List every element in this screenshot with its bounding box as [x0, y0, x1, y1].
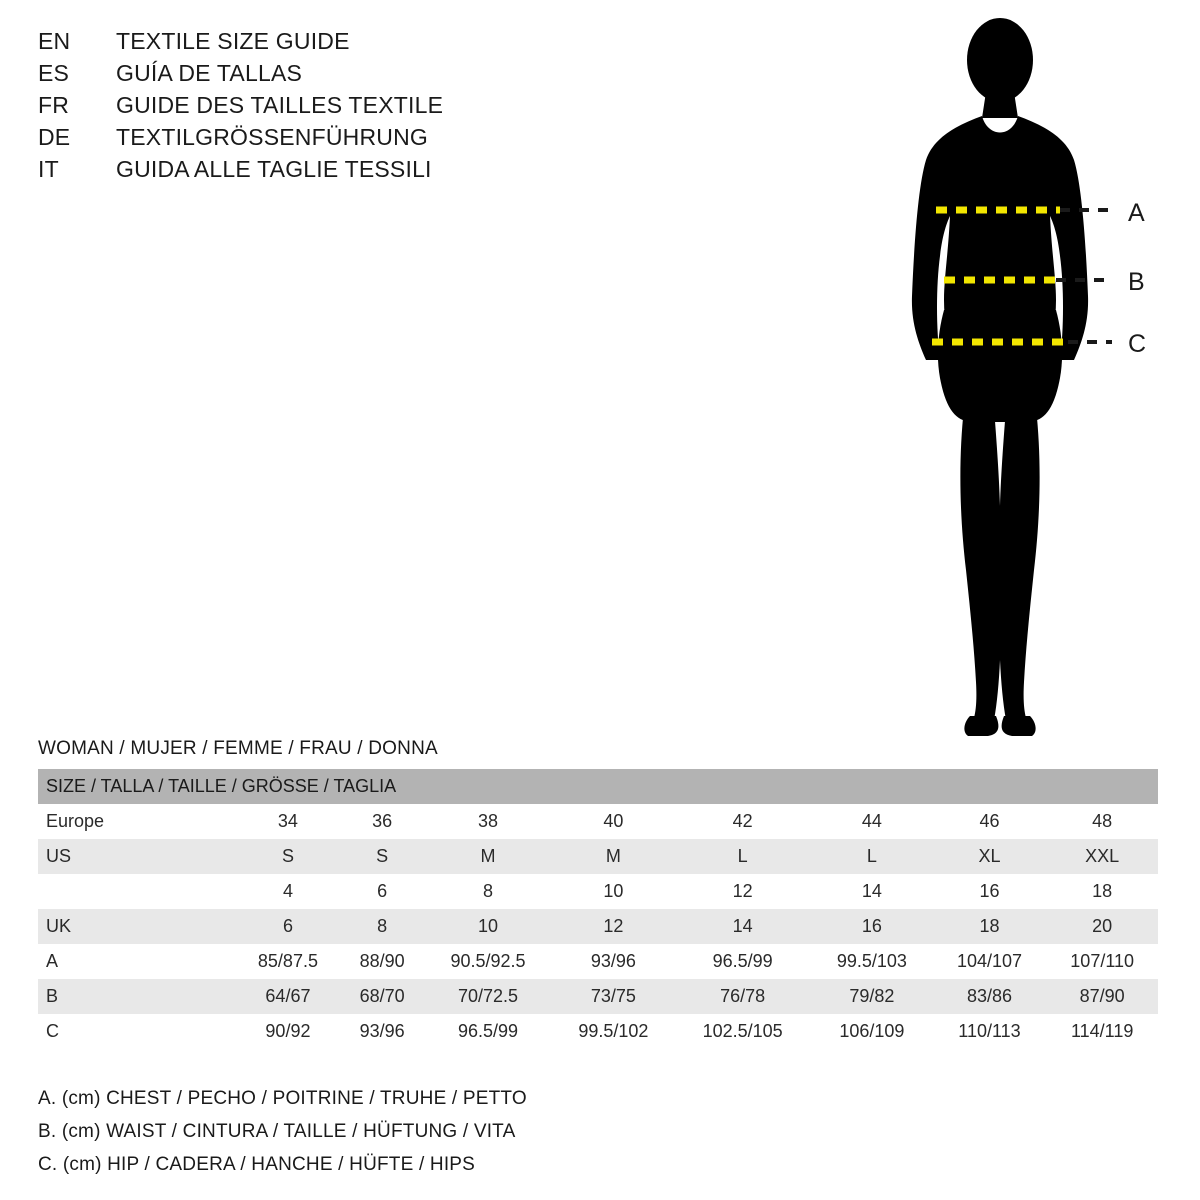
size-table-section — [38, 738, 1158, 1049]
row-label: Europe — [46, 811, 105, 831]
language-title: TEXTILGRÖSSENFÜHRUNG — [116, 124, 428, 150]
table-cell: 76/78 — [720, 986, 766, 1006]
table-cell: 16 — [861, 916, 882, 936]
table-cell: 14 — [861, 881, 882, 901]
table-cell: 85/87.5 — [257, 951, 318, 971]
table-cell: 68/70 — [359, 986, 405, 1006]
table-cell: 88/90 — [359, 951, 405, 971]
table-cell: 93/96 — [590, 951, 636, 971]
table-row — [38, 839, 1158, 874]
measure-label-a: A — [1128, 199, 1145, 227]
table-header-label: SIZE / TALLA / TAILLE / GRÖSSE / TAGLIA — [46, 776, 397, 796]
measure-label-b: B — [1128, 268, 1145, 296]
table-cell: 73/75 — [590, 986, 636, 1006]
table-cell: 14 — [732, 916, 753, 936]
language-code: EN — [38, 28, 71, 54]
language-code: IT — [38, 156, 59, 182]
table-row — [38, 804, 1158, 839]
table-header-row — [38, 769, 1158, 804]
table-cell: 6 — [377, 881, 388, 901]
table-caption: WOMAN / MUJER / FEMME / FRAU / DONNA — [38, 738, 438, 759]
row-label: B — [46, 986, 59, 1006]
table-row — [38, 874, 1158, 909]
table-cell: 4 — [282, 881, 293, 901]
table-cell: 36 — [372, 811, 393, 831]
size-table — [38, 769, 1158, 1049]
table-cell: 104/107 — [956, 951, 1023, 971]
table-cell: M — [605, 846, 621, 866]
table-cell: 102.5/105 — [702, 1021, 783, 1041]
table-cell: XL — [978, 846, 1001, 866]
table-row — [38, 1014, 1158, 1049]
table-cell: L — [866, 846, 877, 866]
table-cell: 6 — [282, 916, 293, 936]
table-cell: 90.5/92.5 — [450, 951, 526, 971]
table-cell: 8 — [483, 881, 494, 901]
language-row — [38, 28, 638, 55]
table-cell: L — [737, 846, 748, 866]
language-row — [38, 124, 638, 151]
table-cell: 8 — [377, 916, 388, 936]
table-cell: 42 — [732, 811, 753, 831]
table-cell: 83/86 — [966, 986, 1012, 1006]
table-cell: 16 — [979, 881, 1000, 901]
language-code: DE — [38, 124, 71, 150]
table-row — [38, 979, 1158, 1014]
table-row — [38, 944, 1158, 979]
table-cell: 34 — [277, 811, 298, 831]
table-cell: 87/90 — [1079, 986, 1125, 1006]
table-cell: 70/72.5 — [458, 986, 519, 1006]
language-title: GUIDA ALLE TAGLIE TESSILI — [116, 156, 432, 182]
table-cell: 40 — [603, 811, 624, 831]
table-cell: 20 — [1092, 916, 1113, 936]
table-cell: M — [480, 846, 496, 866]
footnote-waist: B. (cm) WAIST / CINTURA / TAILLE / HÜFTUNG / VITA — [38, 1121, 516, 1142]
language-code: ES — [38, 60, 70, 86]
table-cell: 110/113 — [958, 1021, 1021, 1041]
table-cell: XXL — [1085, 846, 1120, 866]
table-cell: 18 — [979, 916, 1000, 936]
table-cell: 10 — [603, 881, 624, 901]
table-cell: 99.5/102 — [578, 1021, 649, 1041]
table-cell: 46 — [979, 811, 1000, 831]
table-cell: 114/119 — [1070, 1021, 1134, 1041]
table-cell: 90/92 — [265, 1021, 311, 1041]
table-cell: 99.5/103 — [836, 951, 907, 971]
footnotes-block — [38, 1088, 938, 1187]
table-cell: 10 — [478, 916, 499, 936]
language-title: GUÍA DE TALLAS — [116, 60, 303, 86]
language-code: FR — [38, 92, 70, 118]
language-title-block — [38, 28, 638, 188]
row-label: C — [46, 1021, 59, 1041]
table-cell: 44 — [861, 811, 882, 831]
size-guide-figure — [860, 10, 1190, 750]
female-silhouette-icon — [860, 10, 1190, 750]
row-label: US — [46, 846, 72, 866]
table-cell: 38 — [478, 811, 499, 831]
language-row — [38, 92, 638, 119]
row-label: A — [46, 951, 59, 971]
table-cell: 96.5/99 — [458, 1021, 519, 1041]
table-cell: 107/110 — [1070, 951, 1135, 971]
language-row — [38, 60, 638, 87]
table-cell: 93/96 — [359, 1021, 405, 1041]
measure-label-c: C — [1128, 330, 1147, 358]
table-cell: 79/82 — [849, 986, 895, 1006]
table-cell: 12 — [732, 881, 753, 901]
language-title: TEXTILE SIZE GUIDE — [116, 28, 350, 54]
row-label: UK — [46, 916, 72, 936]
table-cell: 18 — [1092, 881, 1113, 901]
footnote-hip: C. (cm) HIP / CADERA / HANCHE / HÜFTE / HIPS — [38, 1154, 476, 1175]
table-cell: 12 — [603, 916, 624, 936]
footnote-chest: A. (cm) CHEST / PECHO / POITRINE / TRUHE / PETTO — [38, 1088, 527, 1109]
table-row — [38, 909, 1158, 944]
row-label — [38, 874, 235, 909]
table-cell: 106/109 — [839, 1021, 905, 1041]
table-cell: 96.5/99 — [712, 951, 773, 971]
table-cell: 64/67 — [265, 986, 311, 1006]
language-title: GUIDE DES TAILLES TEXTILE — [116, 92, 444, 118]
table-cell: S — [376, 846, 389, 866]
table-cell: 48 — [1092, 811, 1113, 831]
table-cell: S — [281, 846, 294, 866]
language-row — [38, 156, 638, 183]
